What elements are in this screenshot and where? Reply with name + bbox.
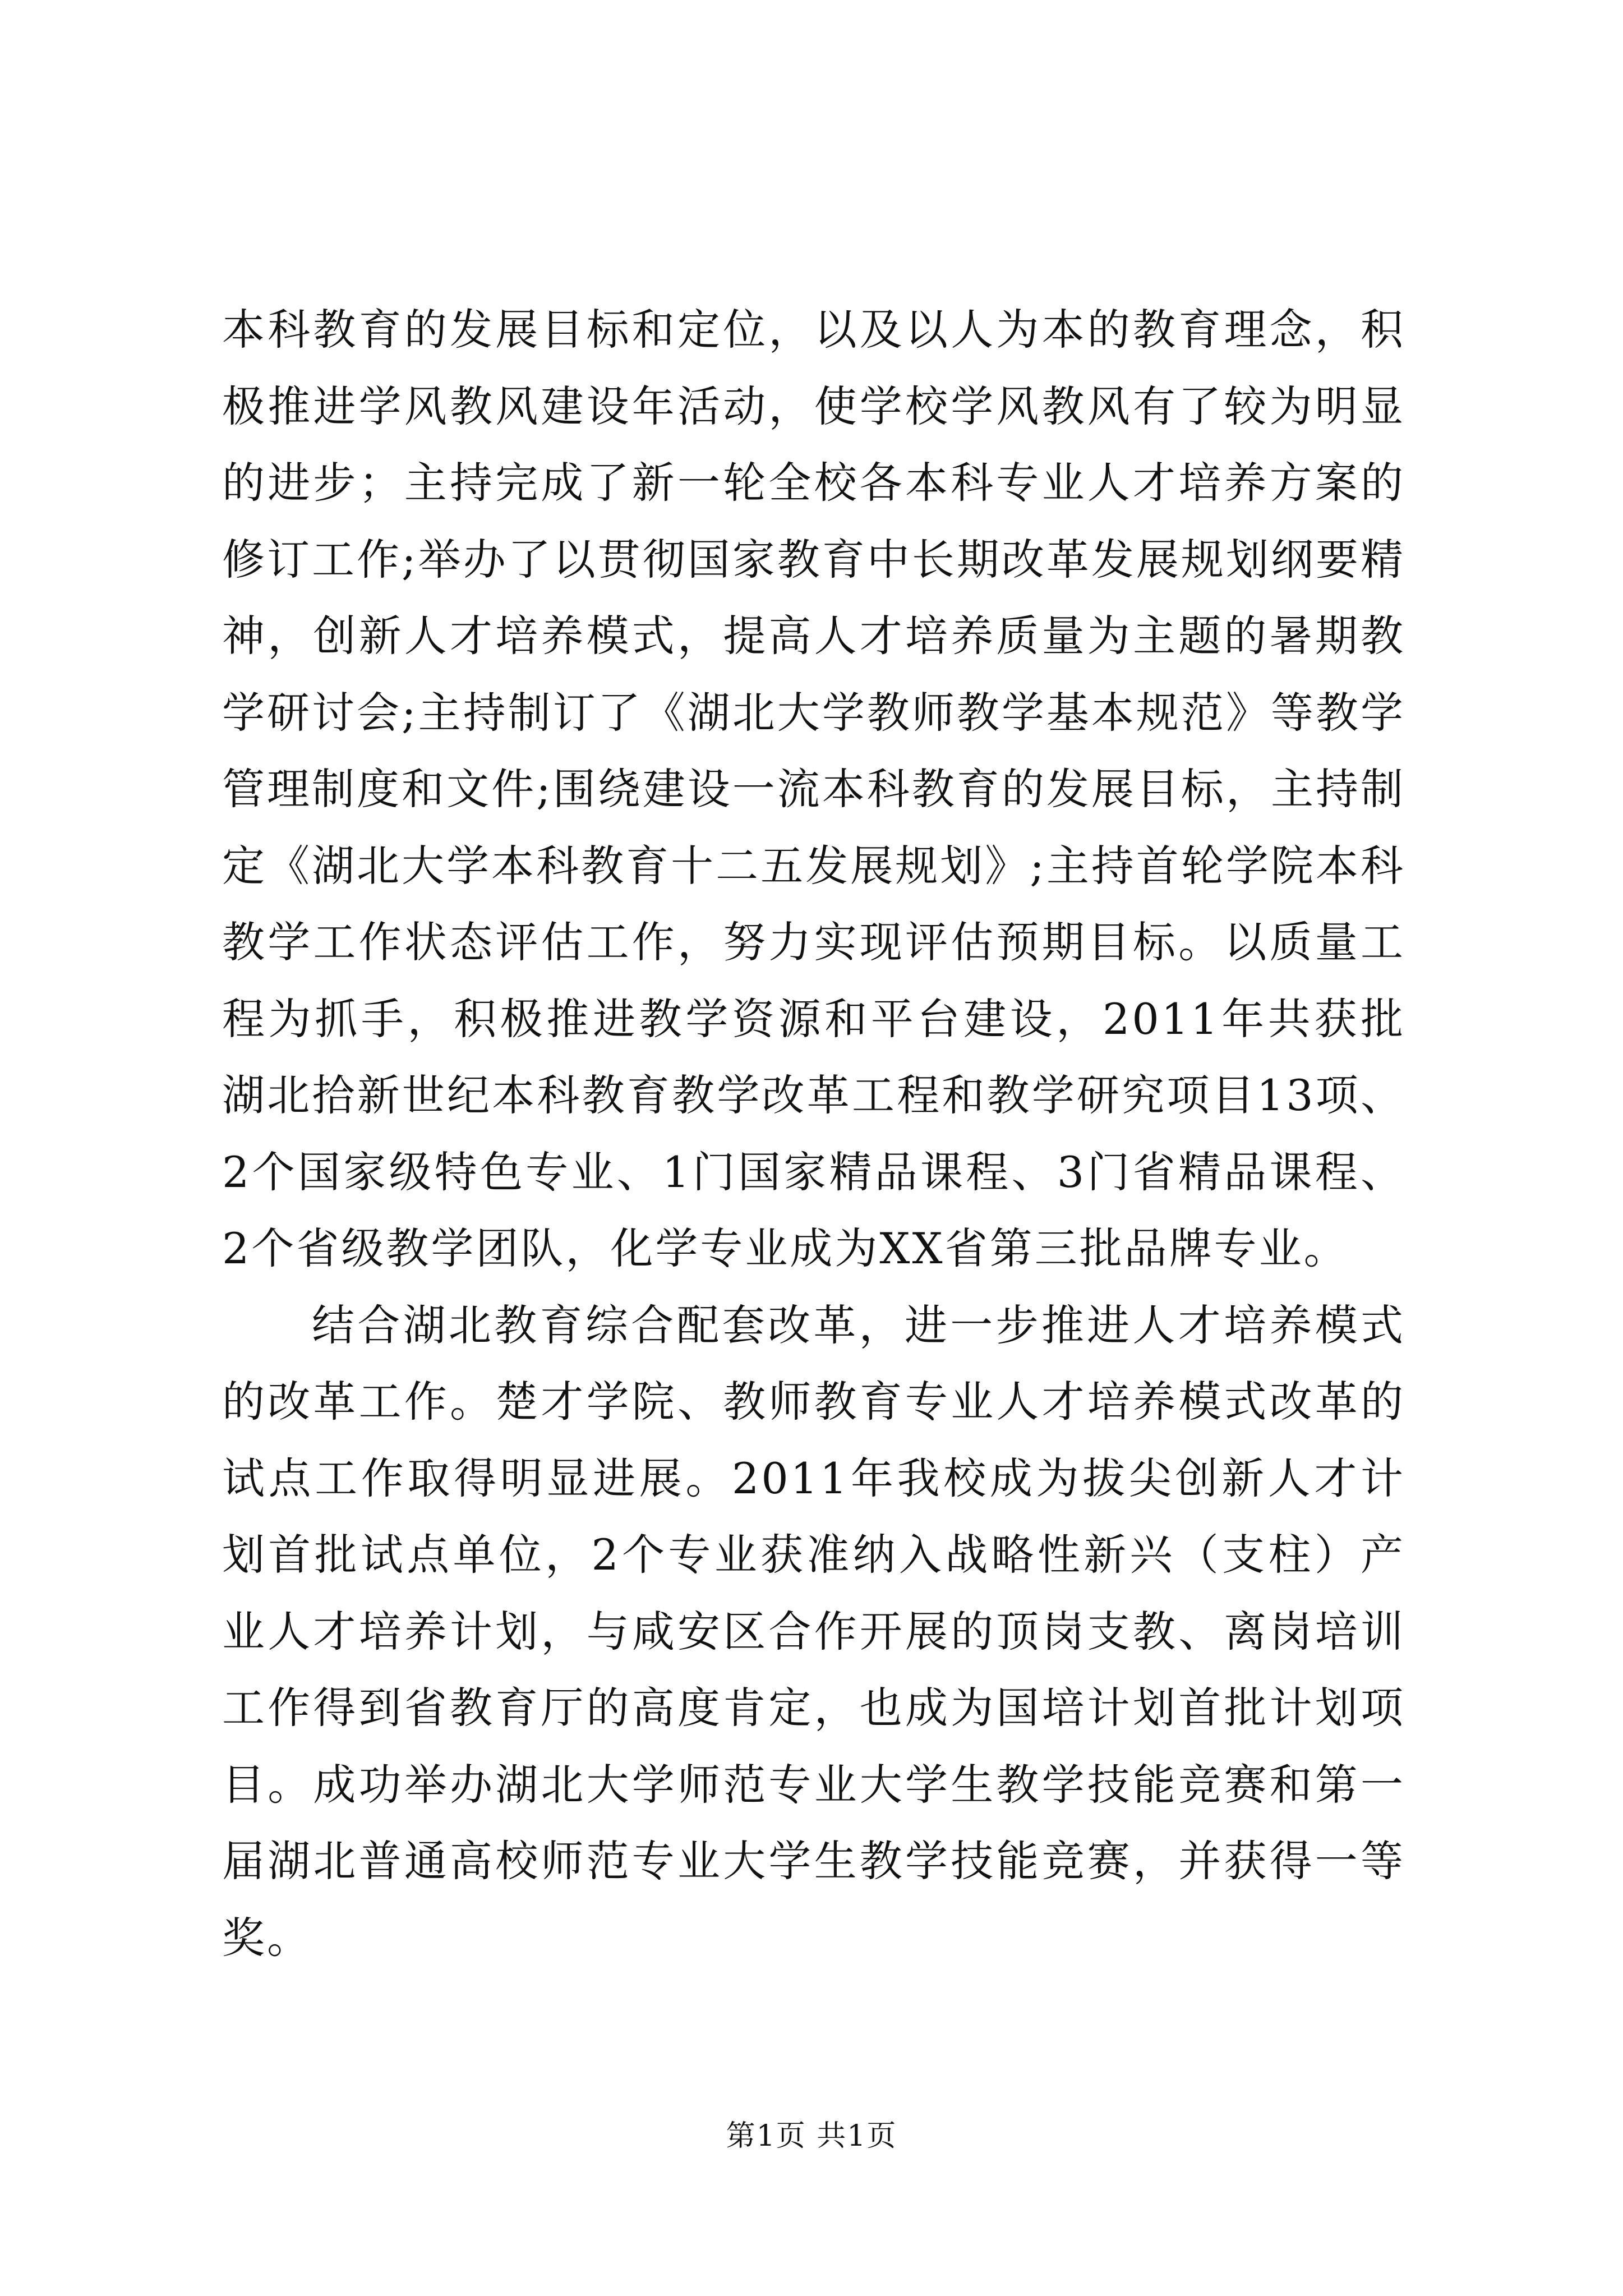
page-footer: 第1页 共1页: [726, 2119, 897, 2153]
paragraph-2: 结合湖北教育综合配套改革，进一步推进人才培养模式的改革工作。楚才学院、教师教育专业人才培养模式改革的试点工作取得明显进展。2011年我校成为拔尖创新人才计划首批试点单位，2个专业获准纳入战略性新兴（支柱）产业人才培养计划，与咸安区合作开展的顶岗支教、离岗培训工作得到省教育厅的高度肯定，也成为国培计划首批计划项目。成功举办湖北大学师范专业大学生教学技能竞赛和第一届湖北普通高校师范专业大学生教学技能竞赛，并获得一等奖。: [222, 1300, 1405, 1963]
document-body: [222, 292, 1405, 1976]
paragraph-1: 本科教育的发展目标和定位，以及以人为本的教育理念，积极推进学风教风建设年活动，使学校学风教风有了较为明显的进步；主持完成了新一轮全校各本科专业人才培养方案的修订工作;举办了以贯彻国家教育中长期改革发展规划纲要精神，创新人才培养模式，提高人才培养质量为主题的暑期教学研讨会;主持制订了《湖北大学教师教学基本规范》等教学管理制度和文件;围绕建设一流本科教育的发展目标，主持制定《湖北大学本科教育十二五发展规划》;主持首轮学院本科教学工作状态评估工作，努力实现评估预期目标。以质量工程为抓手，积极推进教学资源和平台建设，2011年共获批湖北拾新世纪本科教育教学改革工程和教学研究项目13项、2个国家级特色专业、1门国家精品课程、3门省精品课程、2个省级教学团队，化学专业成为XX省第三批品牌专业。: [222, 305, 1405, 1273]
